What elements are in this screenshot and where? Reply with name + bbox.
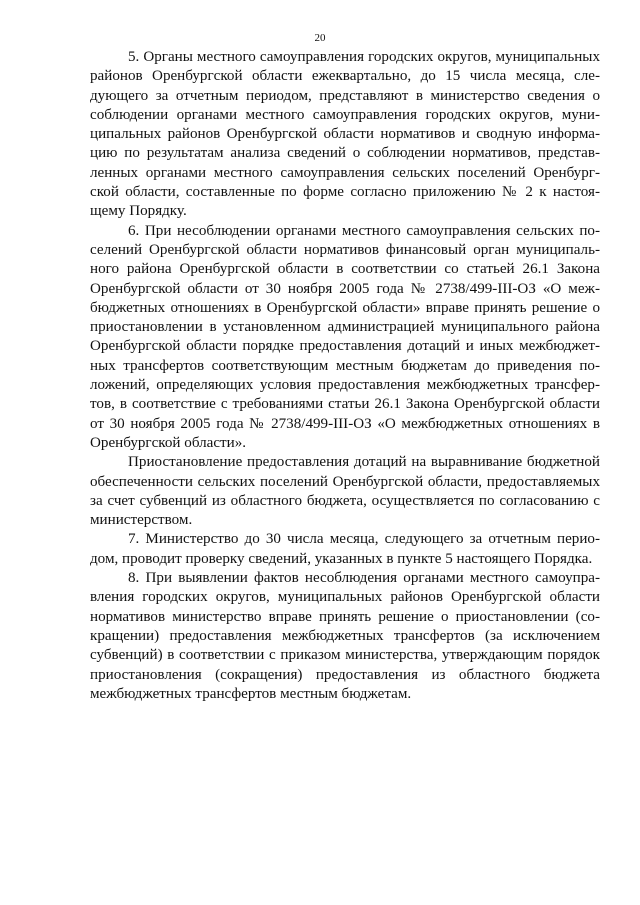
paragraph-item-8: 8. При выявлении фактов несоблюдения органами местного самоуправления городских округов, муниципальных районов Оренбургской области нормативов министерство вправе принять решение о приостановлении (сокращении) предоставления межбюджетных трансфертов (за исключением субвенций) в соответствии с приказом министерства, утверждающим порядок приостановления (сокращения) предоставления из областного бюджета межбюджетных трансфертов местным бюджетам.: [90, 570, 600, 702]
paragraph-item-5: 5. Органы местного самоуправления городских округов, муниципальных районов Оренбургской области ежеквартально, до 15 числа месяца, следующего за отчетным периодом, представляют в министерство сведения о соблюдении органами местного самоуправления городских округов, муниципальных районов Оренбургской области нормативов и сводную информацию по результатам анализа сведений о соблюдении нормативов, представленных органами местного самоуправления сельских поселений Оренбургской области, составленные по форме согласно приложению № 2 к настоящему Порядку.: [90, 49, 600, 220]
page-number: 20: [314, 32, 326, 44]
document-body: [90, 48, 600, 704]
paragraph-suspension-subsidies: Приостановление предоставления дотаций на выравнивание бюджетной обеспеченности сельских поселений Оренбургской области, предоставляемых за счет субвенций из областного бюджета, осуществляется по согласованию с министерством.: [90, 454, 600, 529]
paragraph-item-6: 6. При несоблюдении органами местного самоуправления сельских поселений Оренбургской области нормативов финансовый орган муниципального района Оренбургской области в соответствии со статьей 26.1 Закона Оренбургской области от 30 ноября 2005 года № 2738/499-III-ОЗ «О межбюджетных отношениях в Оренбургской области» вправе принять решение о приостановлении в установленном администрацией муниципального района Оренбургской области порядке предоставления дотаций и иных межбюджетных трансфертов соответствующим местным бюджетам до приведения положений, определяющих условия предоставления межбюджетных трансфертов, в соответствие с требованиями статьи 26.1 Закона Оренбургской области от 30 ноября 2005 года № 2738/499-III-ОЗ «О межбюджетных отношениях в Оренбургской области».: [90, 222, 600, 451]
paragraph-item-7: 7. Министерство до 30 числа месяца, следующего за отчетным периодом, проводит проверку сведений, указанных в пункте 5 настоящего Порядка.: [90, 531, 600, 567]
